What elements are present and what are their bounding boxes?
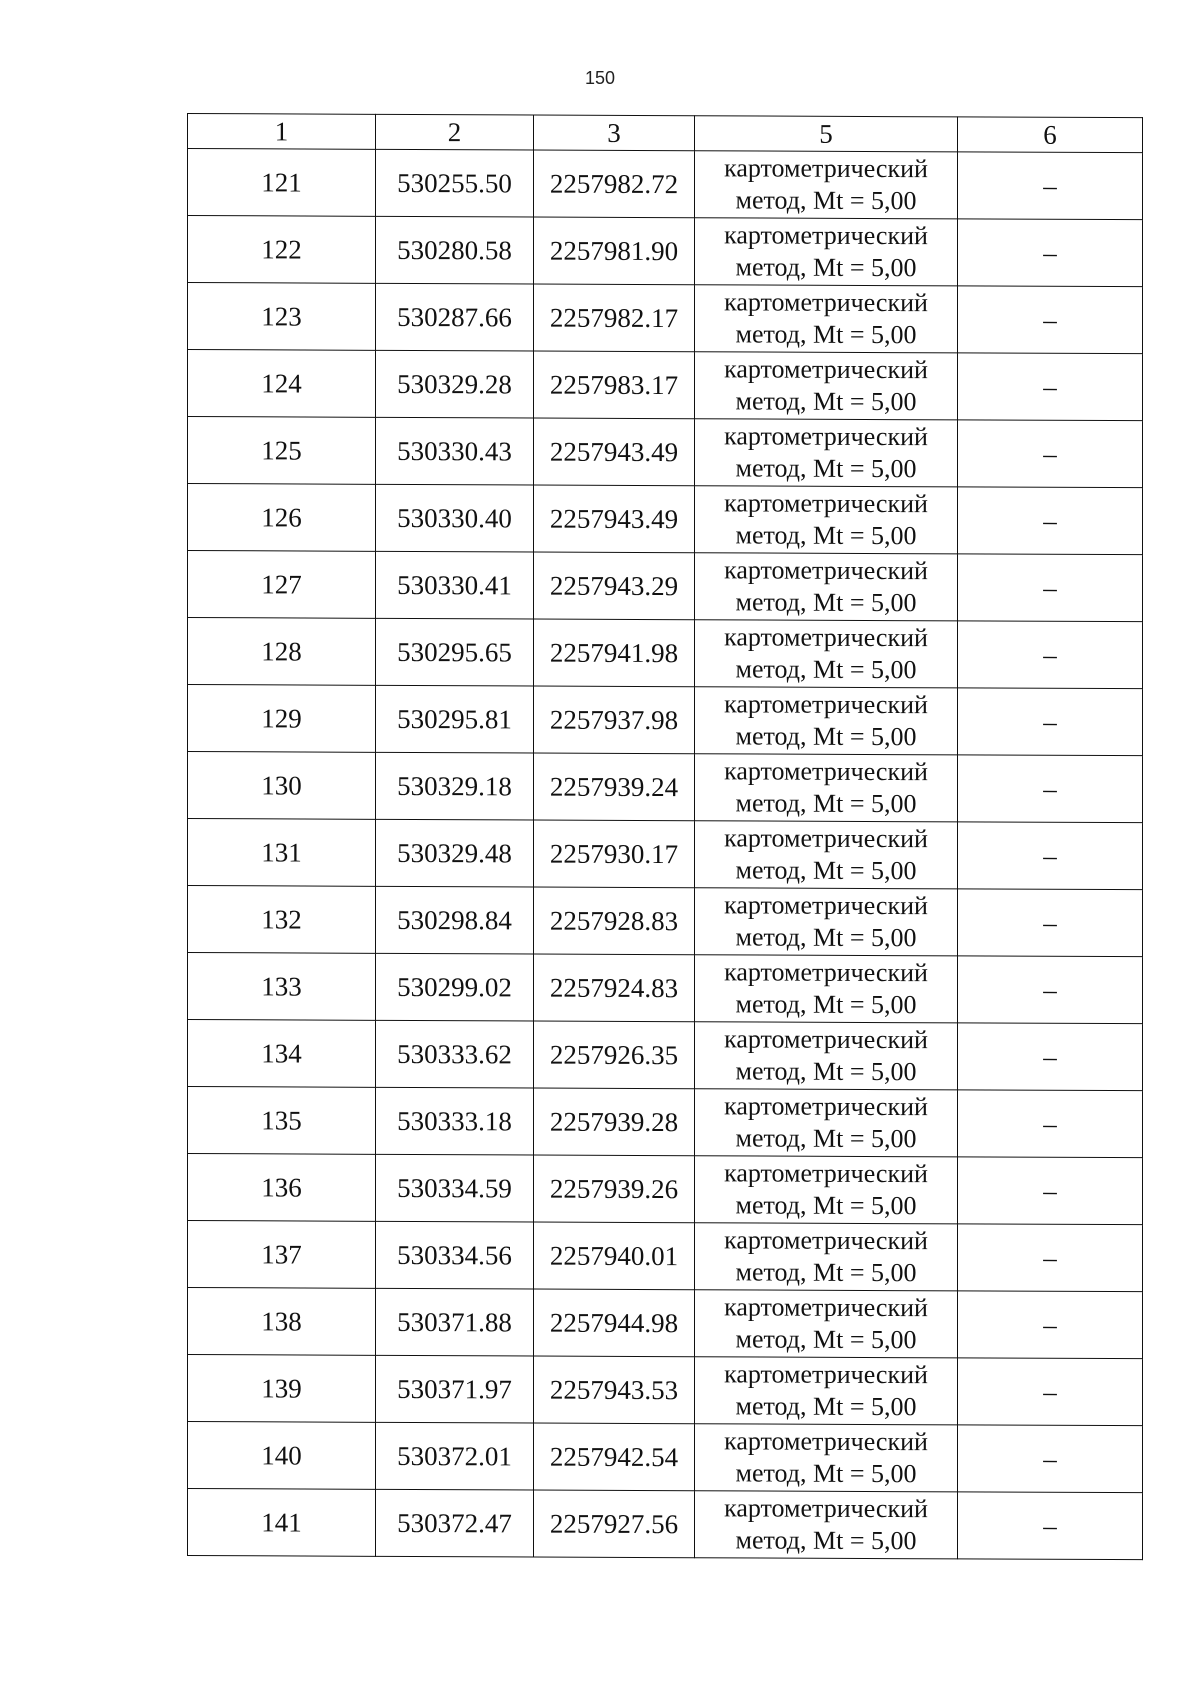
table-row <box>188 484 1143 555</box>
y-coordinate-cell: 2257926.35 <box>534 1021 695 1089</box>
column-header: 5 <box>695 116 958 152</box>
note-cell: – <box>958 1090 1143 1158</box>
method-cell <box>695 218 958 286</box>
y-coordinate-cell: 2257942.54 <box>534 1423 695 1491</box>
method-cell <box>695 1089 958 1157</box>
column-header: 6 <box>958 117 1143 153</box>
note-cell: – <box>958 487 1143 555</box>
method-cell <box>695 352 958 420</box>
point-number-cell: 138 <box>188 1288 376 1356</box>
method-cell <box>695 687 958 755</box>
method-name: картометрический <box>724 1091 928 1122</box>
y-coordinate-cell: 2257943.49 <box>534 485 695 553</box>
method-accuracy: метод, Mt = 5,00 <box>735 520 917 551</box>
method-name: картометрический <box>724 957 928 988</box>
point-number-cell: 132 <box>188 886 376 954</box>
method-cell <box>695 1156 958 1224</box>
table-row <box>188 1221 1143 1292</box>
method-accuracy: метод, Mt = 5,00 <box>735 1257 917 1288</box>
method-accuracy: метод, Mt = 5,00 <box>735 788 917 819</box>
y-coordinate-cell: 2257982.17 <box>534 284 695 352</box>
x-coordinate-cell: 530372.01 <box>376 1422 534 1490</box>
note-cell: – <box>958 219 1143 287</box>
table-header-row <box>188 114 1143 153</box>
table-row <box>188 685 1143 756</box>
table-row <box>188 953 1143 1024</box>
coordinates-sheet <box>187 113 1142 1560</box>
method-name: картометрический <box>724 823 928 854</box>
method-accuracy: метод, Mt = 5,00 <box>735 721 917 752</box>
x-coordinate-cell: 530329.28 <box>376 350 534 418</box>
y-coordinate-cell: 2257930.17 <box>534 820 695 888</box>
x-coordinate-cell: 530371.88 <box>376 1288 534 1356</box>
x-coordinate-cell: 530295.65 <box>376 618 534 686</box>
note-cell: – <box>958 420 1143 488</box>
method-name: картометрический <box>724 1024 928 1055</box>
note-cell: – <box>958 822 1143 890</box>
point-number-cell: 124 <box>188 350 376 418</box>
method-name: картометрический <box>724 1426 928 1457</box>
method-accuracy: метод, Mt = 5,00 <box>735 1056 917 1087</box>
x-coordinate-cell: 530330.43 <box>376 417 534 485</box>
note-cell: – <box>958 688 1143 756</box>
table-row <box>188 350 1143 421</box>
note-cell: – <box>958 1291 1143 1359</box>
x-coordinate-cell: 530287.66 <box>376 283 534 351</box>
method-cell <box>695 1022 958 1090</box>
method-cell <box>695 419 958 487</box>
x-coordinate-cell: 530330.40 <box>376 484 534 552</box>
y-coordinate-cell: 2257981.90 <box>534 217 695 285</box>
y-coordinate-cell: 2257944.98 <box>534 1289 695 1357</box>
table-row <box>188 618 1143 689</box>
x-coordinate-cell: 530255.50 <box>376 149 534 217</box>
table-row <box>188 1288 1143 1359</box>
method-cell <box>695 1223 958 1291</box>
table-body <box>188 149 1143 1560</box>
x-coordinate-cell: 530299.02 <box>376 953 534 1021</box>
point-number-cell: 126 <box>188 484 376 552</box>
note-cell: – <box>958 1425 1143 1493</box>
y-coordinate-cell: 2257937.98 <box>534 686 695 754</box>
y-coordinate-cell: 2257924.83 <box>534 954 695 1022</box>
y-coordinate-cell: 2257940.01 <box>534 1222 695 1290</box>
point-number-cell: 130 <box>188 752 376 820</box>
method-accuracy: метод, Mt = 5,00 <box>735 252 917 283</box>
point-number-cell: 136 <box>188 1154 376 1222</box>
table-row <box>188 283 1143 354</box>
point-number-cell: 123 <box>188 283 376 351</box>
table-row <box>188 216 1143 287</box>
note-cell: – <box>958 1492 1143 1560</box>
y-coordinate-cell: 2257943.49 <box>534 418 695 486</box>
point-number-cell: 139 <box>188 1355 376 1423</box>
method-name: картометрический <box>724 287 928 318</box>
method-accuracy: метод, Mt = 5,00 <box>735 855 917 886</box>
y-coordinate-cell: 2257982.72 <box>534 150 695 218</box>
method-accuracy: метод, Mt = 5,00 <box>735 989 917 1020</box>
method-cell <box>695 955 958 1023</box>
method-cell <box>695 620 958 688</box>
note-cell: – <box>958 621 1143 689</box>
y-coordinate-cell: 2257939.24 <box>534 753 695 821</box>
method-cell <box>695 821 958 889</box>
method-name: картометрический <box>724 488 928 519</box>
method-name: картометрический <box>724 756 928 787</box>
point-number-cell: 141 <box>188 1489 376 1557</box>
table-row <box>188 1422 1143 1493</box>
method-accuracy: метод, Mt = 5,00 <box>735 587 917 618</box>
point-number-cell: 129 <box>188 685 376 753</box>
table-row <box>188 417 1143 488</box>
point-number-cell: 134 <box>188 1020 376 1088</box>
table-row <box>188 752 1143 823</box>
y-coordinate-cell: 2257928.83 <box>534 887 695 955</box>
method-name: картометрический <box>724 689 928 720</box>
note-cell: – <box>958 889 1143 957</box>
method-accuracy: метод, Mt = 5,00 <box>735 319 917 350</box>
y-coordinate-cell: 2257939.26 <box>534 1155 695 1223</box>
x-coordinate-cell: 530330.41 <box>376 551 534 619</box>
method-cell <box>695 553 958 621</box>
note-cell: – <box>958 1157 1143 1225</box>
y-coordinate-cell: 2257927.56 <box>534 1490 695 1558</box>
method-accuracy: метод, Mt = 5,00 <box>735 1123 917 1154</box>
y-coordinate-cell: 2257983.17 <box>534 351 695 419</box>
point-number-cell: 128 <box>188 618 376 686</box>
method-accuracy: метод, Mt = 5,00 <box>735 185 917 216</box>
page-number: 150 <box>584 68 616 88</box>
method-name: картометрический <box>724 421 928 452</box>
method-name: картометрический <box>724 153 928 184</box>
note-cell: – <box>958 152 1143 220</box>
table-row <box>188 1020 1143 1091</box>
method-accuracy: метод, Mt = 5,00 <box>735 386 917 417</box>
method-accuracy: метод, Mt = 5,00 <box>735 1324 917 1355</box>
y-coordinate-cell: 2257943.29 <box>534 552 695 620</box>
point-number-cell: 140 <box>188 1422 376 1490</box>
y-coordinate-cell: 2257939.28 <box>534 1088 695 1156</box>
method-cell <box>695 486 958 554</box>
note-cell: – <box>958 554 1143 622</box>
x-coordinate-cell: 530371.97 <box>376 1355 534 1423</box>
x-coordinate-cell: 530333.62 <box>376 1020 534 1088</box>
method-name: картометрический <box>724 1158 928 1189</box>
x-coordinate-cell: 530333.18 <box>376 1087 534 1155</box>
table-row <box>188 1489 1143 1560</box>
column-header: 3 <box>534 115 695 151</box>
point-number-cell: 127 <box>188 551 376 619</box>
method-accuracy: метод, Mt = 5,00 <box>735 654 917 685</box>
table-row <box>188 1087 1143 1158</box>
table-row <box>188 1154 1143 1225</box>
method-name: картометрический <box>724 220 928 251</box>
point-number-cell: 131 <box>188 819 376 887</box>
method-accuracy: метод, Mt = 5,00 <box>735 453 917 484</box>
x-coordinate-cell: 530334.56 <box>376 1221 534 1289</box>
note-cell: – <box>958 1358 1143 1426</box>
note-cell: – <box>958 956 1143 1024</box>
point-number-cell: 137 <box>188 1221 376 1289</box>
table-row <box>188 819 1143 890</box>
method-accuracy: метод, Mt = 5,00 <box>735 1525 917 1556</box>
x-coordinate-cell: 530372.47 <box>376 1489 534 1557</box>
point-number-cell: 121 <box>188 149 376 217</box>
method-accuracy: метод, Mt = 5,00 <box>735 1391 917 1422</box>
x-coordinate-cell: 530334.59 <box>376 1154 534 1222</box>
method-cell <box>695 1491 958 1559</box>
method-accuracy: метод, Mt = 5,00 <box>735 1190 917 1221</box>
y-coordinate-cell: 2257943.53 <box>534 1356 695 1424</box>
method-name: картометрический <box>724 1225 928 1256</box>
y-coordinate-cell: 2257941.98 <box>534 619 695 687</box>
table-row <box>188 551 1143 622</box>
method-cell <box>695 754 958 822</box>
method-name: картометрический <box>724 1493 928 1524</box>
point-number-cell: 135 <box>188 1087 376 1155</box>
note-cell: – <box>958 755 1143 823</box>
method-name: картометрический <box>724 1359 928 1390</box>
method-cell <box>695 285 958 353</box>
table-row <box>188 149 1143 220</box>
method-name: картометрический <box>724 354 928 385</box>
method-name: картометрический <box>724 1292 928 1323</box>
x-coordinate-cell: 530329.18 <box>376 752 534 820</box>
method-name: картометрический <box>724 555 928 586</box>
method-name: картометрический <box>724 890 928 921</box>
method-accuracy: метод, Mt = 5,00 <box>735 1458 917 1489</box>
point-number-cell: 133 <box>188 953 376 1021</box>
method-name: картометрический <box>724 622 928 653</box>
note-cell: – <box>958 1023 1143 1091</box>
note-cell: – <box>958 353 1143 421</box>
point-number-cell: 122 <box>188 216 376 284</box>
x-coordinate-cell: 530295.81 <box>376 685 534 753</box>
x-coordinate-cell: 530329.48 <box>376 819 534 887</box>
table-row <box>188 886 1143 957</box>
method-cell <box>695 1290 958 1358</box>
column-header: 2 <box>376 114 534 150</box>
x-coordinate-cell: 530298.84 <box>376 886 534 954</box>
method-cell <box>695 1357 958 1425</box>
x-coordinate-cell: 530280.58 <box>376 216 534 284</box>
column-header: 1 <box>188 114 376 150</box>
point-number-cell: 125 <box>188 417 376 485</box>
note-cell: – <box>958 286 1143 354</box>
method-cell <box>695 888 958 956</box>
method-cell <box>695 151 958 219</box>
method-cell <box>695 1424 958 1492</box>
method-accuracy: метод, Mt = 5,00 <box>735 922 917 953</box>
table-row <box>188 1355 1143 1426</box>
note-cell: – <box>958 1224 1143 1292</box>
coordinates-table <box>187 113 1143 1560</box>
